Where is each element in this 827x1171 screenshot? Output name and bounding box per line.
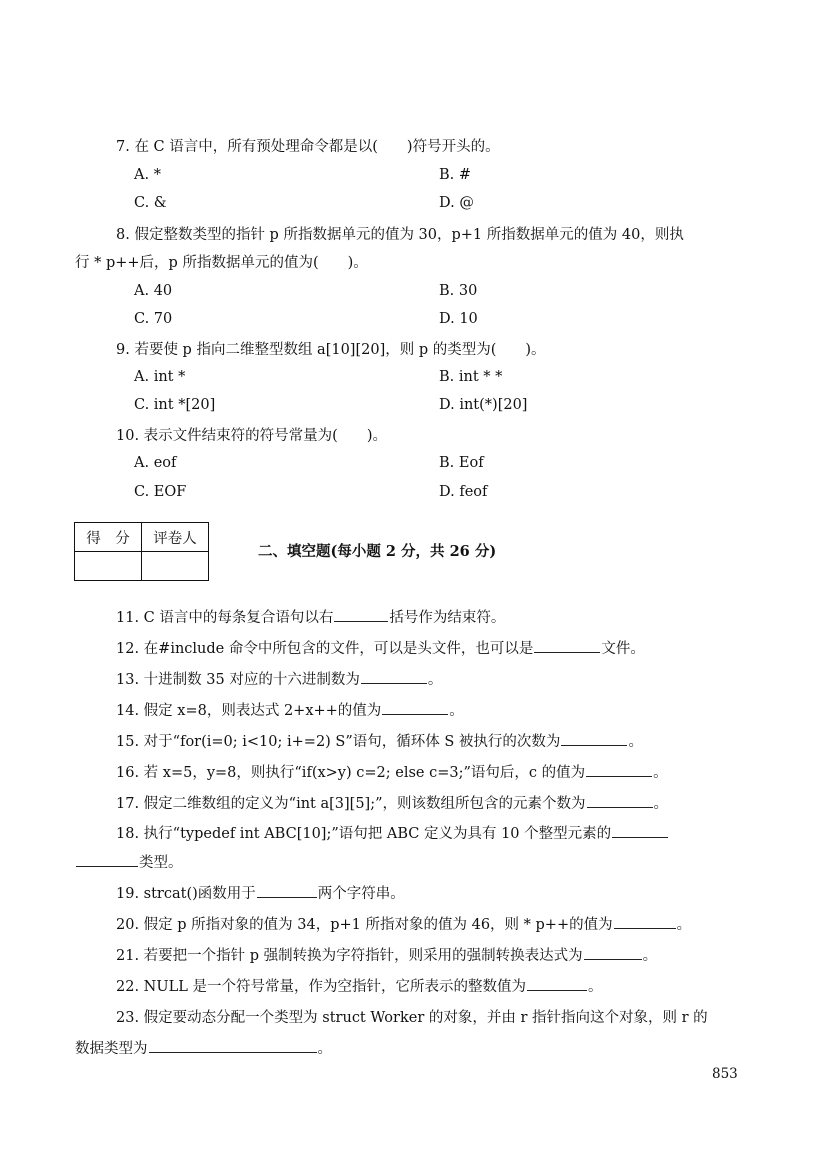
score-table	[74, 522, 209, 581]
question-8-stem-cont: 行 * p++后，p 所指数据单元的值为( )。	[75, 255, 368, 271]
question-17: 17. 假定二维数组的定义为“int a[3][5];”，则该数组所包含的元素个数为 。	[116, 793, 668, 814]
question-14: 14. 假定 x=8，则表达式 2+x++的值为 。	[116, 700, 464, 721]
question-7-option-d: D. @	[439, 195, 474, 211]
question-10-option-b: B. Eof	[439, 455, 484, 471]
answer-blank	[534, 638, 600, 653]
question-21: 21. 若要把一个指针 p 强制转换为字符指针，则采用的强制转换表达式为 。	[116, 945, 657, 966]
question-16: 16. 若 x=5，y=8，则执行“if(x>y) c=2; else c=3;”语句后，c 的值为 。	[116, 762, 668, 783]
question-7-stem: 7. 在 C 语言中，所有预处理命令都是以( )符号开头的。	[116, 139, 500, 155]
answer-blank	[612, 823, 668, 838]
question-10-option-d: D. feof	[439, 484, 488, 500]
question-9-option-b: B. int * *	[439, 369, 503, 385]
answer-blank	[584, 945, 642, 960]
question-19: 19. strcat()函数用于 两个字符串。	[116, 883, 405, 904]
question-22: 22. NULL 是一个符号常量，作为空指针，它所表示的整数值为 。	[116, 976, 602, 997]
question-11: 11. C 语言中的每条复合语句以右 括号作为结束符。	[116, 607, 505, 628]
section-title: 二、填空题(每小题 2 分，共 26 分)	[258, 543, 497, 560]
question-8-option-c: C. 70	[134, 311, 173, 327]
question-10-option-a: A. eof	[134, 455, 177, 471]
answer-blank	[614, 914, 676, 929]
answer-blank	[587, 793, 653, 808]
answer-blank	[382, 700, 448, 715]
answer-blank	[586, 762, 652, 777]
question-7-option-c: C. &	[134, 195, 167, 211]
question-9-stem: 9. 若要使 p 指向二维整型数组 a[10][20]，则 p 的类型为( )。	[116, 342, 546, 358]
question-8-option-b: B. 30	[439, 283, 478, 299]
answer-blank	[361, 669, 427, 684]
question-10-option-c: C. EOF	[134, 484, 187, 500]
answer-blank	[76, 852, 138, 867]
answer-blank	[334, 607, 388, 622]
question-8-stem: 8. 假定整数类型的指针 p 所指数据单元的值为 30，p+1 所指数据单元的值为 40，则执	[116, 227, 684, 243]
question-15: 15. 对于“for(i=0; i<10; i+=2) S”语句，循环体 S 被执行的次数为 。	[116, 731, 643, 752]
question-8-option-a: A. 40	[134, 283, 173, 299]
question-18-cont: 类型。	[75, 852, 183, 873]
question-9-option-a: A. int *	[134, 369, 186, 385]
question-7-option-a: A. *	[134, 167, 161, 183]
question-18: 18. 执行“typedef int ABC[10];”语句把 ABC 定义为具有 10 个整型元素的	[116, 823, 669, 844]
answer-blank	[527, 976, 587, 991]
question-20: 20. 假定 p 所指对象的值为 34，p+1 所指对象的值为 46，则 * p++的值为 。	[116, 914, 691, 935]
question-12: 12. 在#include 命令中所包含的文件，可以是头文件，也可以是 文件。	[116, 638, 645, 659]
question-23-cont: 数据类型为 。	[75, 1038, 332, 1059]
question-8-option-d: D. 10	[439, 311, 478, 327]
score-cell	[75, 552, 142, 581]
question-10-stem: 10. 表示文件结束符的符号常量为( )。	[116, 428, 387, 444]
score-header: 得 分	[75, 523, 142, 552]
page-number: 853	[712, 1066, 738, 1082]
answer-blank	[149, 1038, 317, 1053]
answer-blank	[561, 731, 627, 746]
question-9-option-c: C. int *[20]	[134, 397, 216, 413]
answer-blank	[257, 883, 317, 898]
grader-cell	[142, 552, 209, 581]
question-23: 23. 假定要动态分配一个类型为 struct Worker 的对象，并由 r 指针指向这个对象，则 r 的	[116, 1010, 708, 1026]
grader-header: 评卷人	[142, 523, 209, 552]
question-9-option-d: D. int(*)[20]	[439, 397, 528, 413]
question-13: 13. 十进制数 35 对应的十六进制数为 。	[116, 669, 442, 690]
question-7-option-b: B. #	[439, 167, 472, 183]
